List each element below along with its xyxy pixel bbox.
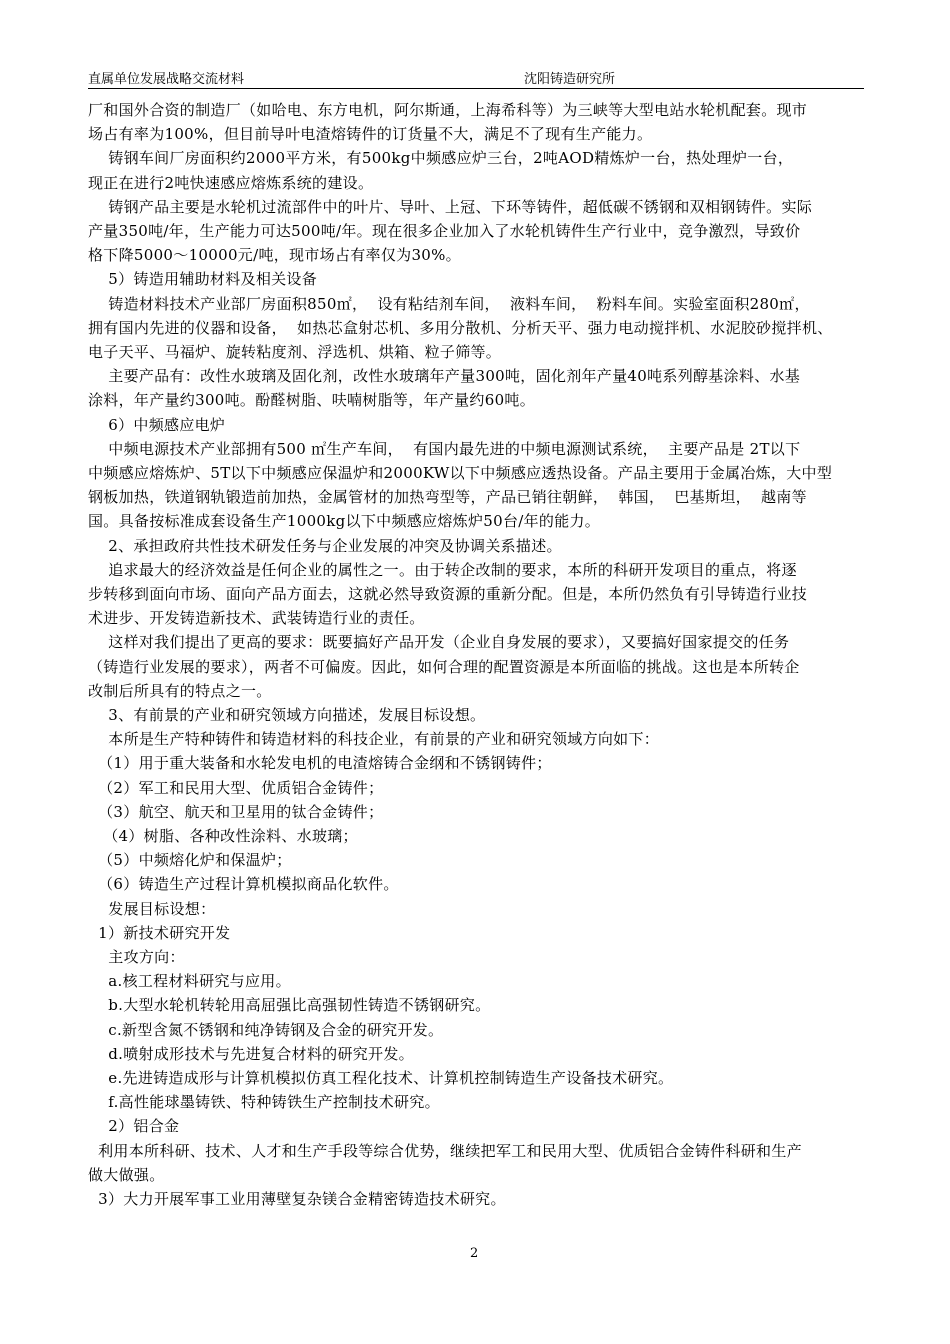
text-line: 电子天平、马福炉、旋转粘度剂、浮选机、烘箱、粒子筛等。	[88, 343, 502, 361]
text-line: 主攻方向：	[88, 948, 185, 966]
text-line: 厂和国外合资的制造厂（如哈电、东方电机，阿尔斯通，上海希科等）为三峡等大型电站水轮机配套。现市	[88, 101, 808, 119]
text-line: 这样对我们提出了更高的要求：既要搞好产品开发（企业自身发展的要求），又要搞好国家提交的任务	[88, 633, 790, 652]
text-line: 3）大力开展军事工业用薄壁复杂镁合金精密铸造技术研究。	[88, 1190, 506, 1208]
text-line: 格下降5000～10000元/吨，现市场占有率仅为30%。	[88, 246, 461, 265]
text-line: 2）铝合金	[88, 1117, 180, 1136]
text-line: e.先进铸造成形与计算机模拟仿真工程化技术、计算机控制铸造生产设备技术研究。	[88, 1069, 674, 1087]
text-line: 做大做强。	[88, 1165, 165, 1184]
page-header	[88, 62, 864, 89]
text-line: 铸钢产品主要是水轮机过流部件中的叶片、导叶、上冠、下环等铸件，超低碳不锈钢和双相钢铸件。实际	[88, 197, 813, 216]
text-line: （2）军工和民用大型、优质铝合金铸件；	[88, 778, 384, 797]
text-line: d.喷射成形技术与先进复合材料的研究开发。	[88, 1044, 414, 1063]
text-line: 追求最大的经济效益是任何企业的属性之一。由于转企改制的要求，本所的科研开发项目的重点，将逐	[88, 560, 797, 579]
text-line: （1）用于重大装备和水轮发电机的电渣熔铸合金纲和不锈钢铸件；	[88, 754, 552, 773]
text-line: （铸造行业发展的要求），两者不可偏废。因此，如何合理的配置资源是本所面临的挑战。这也是本所转企	[88, 657, 800, 676]
text-line: 钢板加热，铁道钢轨锻造前加热，金属管材的加热弯型等，产品已销往朝鲜， 韩国， 巴基斯坦， 越南等	[88, 488, 807, 507]
text-line: 铸钢车间厂房面积约2000平方米，有500kg中频感应炉三台，2吨AOD精炼炉一台，热处理炉一台，	[88, 149, 794, 168]
text-line: 场占有率为100%，但目前导叶电渣熔铸件的订货量不大，满足不了现有生产能力。	[88, 125, 653, 144]
text-line: f.高性能球墨铸铁、特种铸铁生产控制技术研究。	[88, 1093, 440, 1112]
text-line: b.大型水轮机转轮用高屈强比高强韧性铸造不锈钢研究。	[88, 996, 491, 1015]
text-line: 中频电源技术产业部拥有500 ㎡生产车间， 有国内最先进的中频电源测试系统， 主要产品是 2T以下	[88, 439, 801, 458]
text-line: 拥有国内先进的仪器和设备， 如热芯盒射芯机、多用分散机、分析天平、强力电动搅拌机、水泥胶砂搅拌机、	[88, 318, 833, 337]
text-line: 改制后所具有的特点之一。	[88, 681, 272, 700]
text-line: 产量350吨/年，生产能力可达500吨/年。现在很多企业加入了水轮机铸件生产行业中，竞争激烈，导致价	[88, 222, 801, 240]
text-line: 本所是生产特种铸件和铸造材料的科技企业，有前景的产业和研究领域方向如下：	[88, 730, 660, 749]
text-line: 术进步、开发铸造新技术、武装铸造行业的责任。	[88, 609, 425, 628]
text-line: 1）新技术研究开发	[88, 923, 231, 942]
text-line: （3）航空、航天和卫星用的钛合金铸件；	[88, 802, 384, 821]
text-line: a.核工程材料研究与应用。	[88, 972, 291, 991]
header-right-title: 沈阳铸造研究所	[524, 72, 616, 87]
text-line: 3、有前景的产业和研究领域方向描述，发展目标设想。	[88, 706, 486, 724]
text-line: 涂料，年产量约300吨。酚醛树脂、呋喃树脂等，年产量约60吨。	[88, 391, 536, 410]
text-line: 2、承担政府共性技术研发任务与企业发展的冲突及协调关系描述。	[88, 536, 562, 555]
header-left-title: 直属单位发展战略交流材料	[88, 72, 245, 87]
text-line: 铸造材料技术产业部厂房面积850㎡， 设有粘结剂车间， 液料车间， 粉料车间。实验室面积280㎡，	[88, 294, 810, 313]
text-line: 国。具备按标准成套设备生产1000kg以下中频感应熔炼炉50台/年的能力。	[88, 512, 601, 531]
text-line: 现正在进行2吨快速感应熔炼系统的建设。	[88, 173, 374, 192]
text-line: 发展目标设想：	[88, 899, 216, 918]
text-line: （6）铸造生产过程计算机模拟商品化软件。	[88, 875, 399, 894]
text-line: 6）中频感应电炉	[88, 415, 226, 434]
text-line: （4）树脂、各种改性涂料、水玻璃；	[88, 827, 358, 845]
text-line: 主要产品有：改性水玻璃及固化剂，改性水玻璃年产量300吨，固化剂年产量40吨系列醇基涂料、水基	[88, 367, 801, 386]
page-number: 2	[470, 1246, 479, 1261]
text-line: 中频感应熔炼炉、5T以下中频感应保温炉和2000KW以下中频感应透热设备。产品主要用于金属冶炼，大中型	[88, 464, 833, 482]
text-line: 利用本所科研、技术、人才和生产手段等综合优势，继续把军工和民用大型、优质铝合金铸件科研和生产	[88, 1141, 802, 1160]
text-line: 5）铸造用辅助材料及相关设备	[88, 270, 318, 289]
text-line: c.新型含氮不锈钢和纯净铸钢及合金的研究开发。	[88, 1020, 444, 1039]
text-line: 步转移到面向市场、面向产品方面去，这就必然导致资源的重新分配。但是，本所仍然负有引导铸造行业技	[88, 585, 808, 603]
text-line: （5）中频熔化炉和保温炉；	[88, 851, 292, 870]
